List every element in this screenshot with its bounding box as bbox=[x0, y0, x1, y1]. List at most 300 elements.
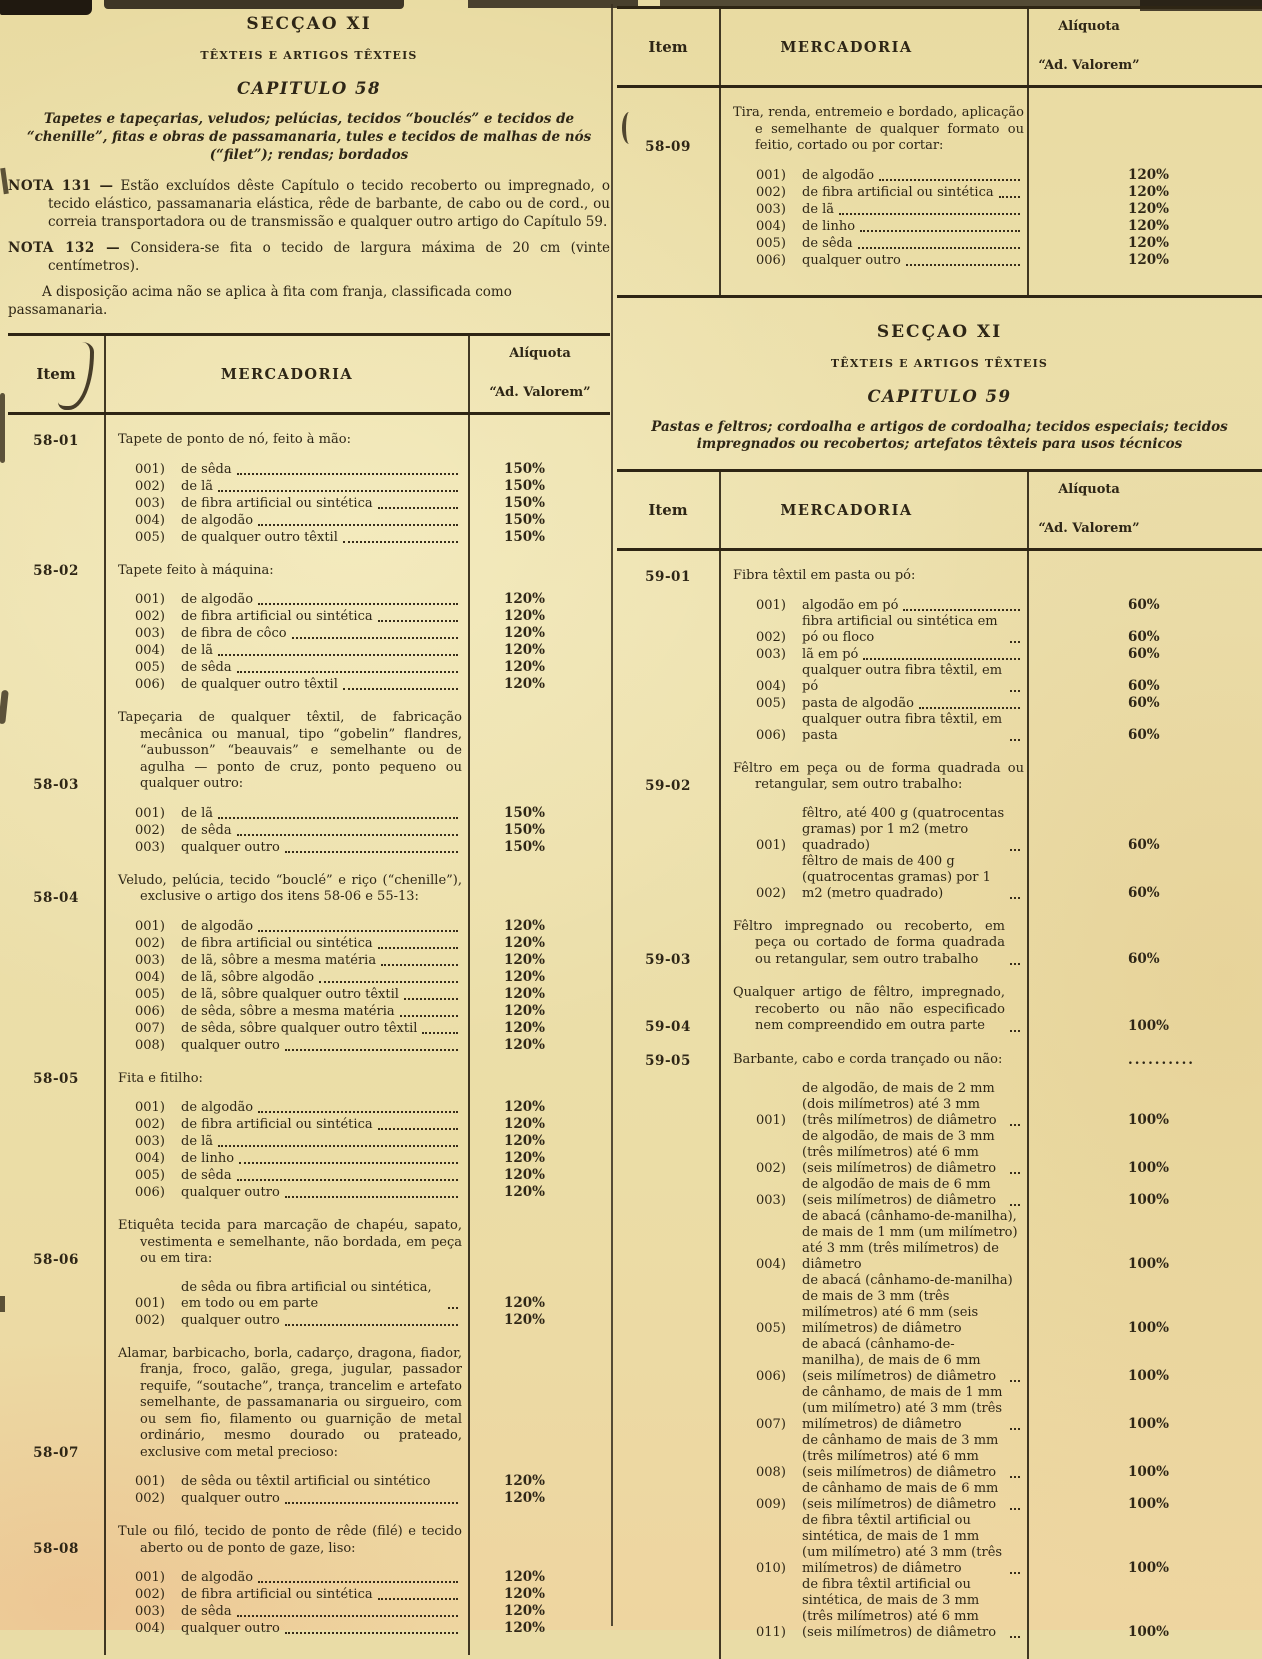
table-row bbox=[8, 969, 610, 986]
table-row bbox=[8, 478, 610, 495]
aliquota-value: 120% bbox=[504, 968, 546, 985]
table-row bbox=[8, 1020, 610, 1037]
sub-item-text: de fibra artificial ou sintética bbox=[181, 1587, 373, 1603]
sub-item-text: de fibra artificial ou sintética bbox=[181, 609, 373, 625]
sub-item-cell bbox=[719, 219, 1032, 235]
aliquota-value: 100% bbox=[1128, 1191, 1170, 1208]
aliquota-value: 120% bbox=[504, 1473, 546, 1490]
sub-item-cell bbox=[104, 677, 470, 693]
table-row bbox=[617, 597, 1262, 614]
aliquota-value: 100% bbox=[1128, 1415, 1170, 1432]
sub-item-text: de algodão bbox=[181, 918, 254, 934]
sub-item-cell bbox=[104, 1185, 470, 1201]
aliquota-value: 120% bbox=[1128, 166, 1170, 183]
table-row bbox=[8, 625, 610, 642]
aliquota-value: 150% bbox=[504, 477, 546, 494]
dot-leader bbox=[1010, 1172, 1020, 1174]
sub-item-cell bbox=[104, 609, 470, 625]
sub-item-text: de algodão bbox=[181, 592, 254, 608]
aliquota-value: 100% bbox=[1128, 1623, 1170, 1640]
sub-item-cell bbox=[104, 1117, 470, 1133]
sub-item-number: 004) bbox=[756, 218, 786, 234]
sub-item-text: de fibra têxtil artificial ou sintética, de mais de 1 mm (um milímetro) até 3 mm (três milímetros) de diâmetro bbox=[802, 1512, 1003, 1576]
ink-smudge-artifact bbox=[0, 393, 5, 463]
aliquota-value: 120% bbox=[504, 1036, 546, 1053]
table-row bbox=[617, 105, 1262, 155]
table-row bbox=[617, 1209, 1262, 1273]
item-code: 59-03 bbox=[645, 952, 691, 969]
sub-item-text: pasta de algodão bbox=[802, 695, 914, 711]
dot-leader bbox=[378, 947, 458, 949]
sub-item-text: qualquer outro bbox=[181, 839, 280, 855]
dot-leader bbox=[237, 1615, 458, 1617]
sub-item-cell bbox=[104, 823, 470, 839]
sub-item-text: de fibra artificial ou sintética bbox=[181, 495, 373, 511]
sub-item-text: de sêda bbox=[181, 822, 232, 838]
item-description-cell bbox=[104, 710, 470, 793]
tariff-table-ch58-continued bbox=[617, 6, 1262, 298]
sub-item-number: 004) bbox=[135, 643, 165, 659]
table-row bbox=[617, 1337, 1262, 1385]
table-header bbox=[617, 472, 1262, 551]
aliquota-value: 120% bbox=[504, 1133, 546, 1150]
sub-item-text: lã em pó bbox=[802, 646, 859, 662]
aliquota-line2: “Ad. Valorem” bbox=[1038, 521, 1140, 537]
table-row bbox=[617, 663, 1262, 695]
aliquota-value bbox=[470, 578, 610, 579]
sub-item-number: 008) bbox=[135, 1037, 165, 1053]
table-row bbox=[617, 252, 1262, 269]
table-row bbox=[8, 1620, 610, 1637]
sub-item-number: 001) bbox=[135, 592, 165, 608]
sub-item-text: qualquer outro bbox=[181, 1185, 280, 1201]
aliquota-value: 120% bbox=[504, 625, 546, 642]
dot-leader bbox=[903, 609, 1020, 611]
dot-leader bbox=[237, 834, 458, 836]
table-row bbox=[617, 1481, 1262, 1513]
sub-item-text: qualquer outro bbox=[181, 1621, 280, 1637]
table-rule bbox=[719, 9, 721, 295]
item-code: 58-01 bbox=[33, 432, 79, 449]
table-row bbox=[8, 1490, 610, 1507]
aliquota-value: 100% bbox=[1128, 1367, 1170, 1384]
dot-leader bbox=[285, 1502, 458, 1504]
item-description: Alamar, barbicacho, borla, cadarço, dragona, fiador, franja, froco, galão, grega, jugular, passador requife, “soutache”, trança, trancelim e artefato semelhante, de passamanaria ou sirgueiro, com ou sem fio, filamento ou guarnição de metal ordinário, mesmo dourado ou prateado, exclusive com metal precioso: bbox=[118, 1345, 462, 1460]
dot-leader bbox=[378, 1598, 458, 1600]
item-description: Fêltro impregnado ou recoberto, em peça ou cortado de forma quadrada ou retangular, sem outro trabalho bbox=[733, 918, 1005, 967]
sub-item-number: 004) bbox=[135, 969, 165, 985]
aliquota-value: 100% bbox=[1128, 1111, 1170, 1128]
dot-leader bbox=[1010, 963, 1020, 965]
dot-leader bbox=[422, 1032, 458, 1034]
table-row bbox=[617, 761, 1262, 794]
sub-item-cell bbox=[104, 1587, 470, 1603]
dot-leader bbox=[285, 1049, 458, 1051]
dot-leader bbox=[448, 1307, 458, 1309]
dot-leader bbox=[381, 964, 458, 966]
item-code: 58-09 bbox=[645, 138, 691, 155]
aliquota-value: 60% bbox=[1128, 628, 1160, 645]
sub-item-number: 010) bbox=[756, 1560, 786, 1576]
col-header-mercadoria: MERCADORIA bbox=[780, 501, 913, 519]
item-description-cell bbox=[719, 919, 1032, 969]
item-description: Barbante, cabo e corda trançado ou não: bbox=[733, 1052, 1003, 1068]
aliquota-value bbox=[1032, 793, 1262, 794]
aliquota-value: 150% bbox=[504, 460, 546, 477]
sub-item-number: 001) bbox=[135, 1474, 165, 1490]
sub-item-text: de algodão de mais de 6 mm (seis milímetros) de diâmetro bbox=[802, 1176, 997, 1208]
dot-leader bbox=[258, 603, 458, 605]
aliquota-value: 120% bbox=[504, 1603, 546, 1620]
table-row bbox=[617, 646, 1262, 663]
sub-item-text: de algodão bbox=[181, 1570, 254, 1586]
item-code: 58-04 bbox=[33, 889, 79, 906]
dot-leader bbox=[319, 981, 458, 983]
table-row bbox=[8, 710, 610, 793]
table-row bbox=[8, 1167, 610, 1184]
table-row bbox=[8, 1603, 610, 1620]
sub-item-number: 001) bbox=[135, 1295, 165, 1311]
item-description-cell bbox=[104, 563, 470, 580]
sub-item-cell bbox=[719, 185, 1032, 201]
aliquota-value: 120% bbox=[504, 1002, 546, 1019]
aliquota-value: 60% bbox=[1128, 677, 1160, 694]
sub-item-cell bbox=[104, 987, 470, 1003]
sub-item-text: de qualquer outro têxtil bbox=[181, 529, 338, 545]
sub-item-text: de fibra de côco bbox=[181, 626, 287, 642]
sub-item-number: 002) bbox=[756, 629, 786, 645]
aliquota-value: 120% bbox=[1128, 200, 1170, 217]
item-code: 59-02 bbox=[645, 777, 691, 794]
sub-item-cell bbox=[104, 530, 470, 546]
sub-item-number: 007) bbox=[756, 1416, 786, 1432]
sub-item-number: 005) bbox=[135, 986, 165, 1002]
sub-item-number: 002) bbox=[135, 822, 165, 838]
table-body bbox=[617, 568, 1262, 1659]
sub-item-number: 002) bbox=[756, 184, 786, 200]
sub-item-number: 002) bbox=[135, 478, 165, 494]
aliquota-value: 120% bbox=[504, 642, 546, 659]
sub-item-text: de linho bbox=[802, 218, 856, 234]
table-row bbox=[8, 1099, 610, 1116]
dot-leader bbox=[879, 179, 1020, 181]
table-rule bbox=[468, 336, 470, 1655]
sub-item-number: 009) bbox=[756, 1496, 786, 1512]
table-row bbox=[617, 614, 1262, 646]
aliquota-value: 60% bbox=[1128, 836, 1160, 853]
sub-item-cell bbox=[719, 1177, 1032, 1209]
sub-item-number: 007) bbox=[135, 1020, 165, 1036]
aliquota-value: 60% bbox=[1128, 726, 1160, 743]
sub-item-cell bbox=[719, 253, 1032, 269]
dot-leader bbox=[919, 707, 1020, 709]
sub-item-text: de cânhamo de mais de 6 mm (seis milímetros) de diâmetro bbox=[802, 1480, 999, 1512]
aliquota-value: 150% bbox=[504, 804, 546, 821]
item-description: Fibra têxtil em pasta ou pó: bbox=[733, 568, 916, 584]
sub-item-number: 003) bbox=[135, 626, 165, 642]
aliquota-value: 120% bbox=[504, 591, 546, 608]
dot-leader bbox=[343, 541, 458, 543]
aliquota-value: 120% bbox=[504, 1150, 546, 1167]
table-row bbox=[617, 854, 1262, 902]
sub-item-number: 005) bbox=[756, 1320, 786, 1336]
dot-leader bbox=[906, 264, 1020, 266]
sub-item-number: 003) bbox=[135, 1604, 165, 1620]
right-column bbox=[617, 6, 1262, 1659]
dot-leader bbox=[218, 817, 458, 819]
sub-item-number: 003) bbox=[135, 1134, 165, 1150]
sub-item-number: 005) bbox=[135, 529, 165, 545]
aliquota-value: 120% bbox=[504, 985, 546, 1002]
torn-edge-artifact bbox=[0, 0, 92, 15]
sub-item-cell bbox=[719, 647, 1032, 663]
item-code: 58-03 bbox=[33, 776, 79, 793]
table-rule bbox=[1027, 472, 1029, 1659]
sub-item-text: de cânhamo, de mais de 1 mm (um milímetro) até 3 mm (três milímetros) de diâmetro bbox=[802, 1384, 1003, 1432]
aliquota-value: 120% bbox=[504, 1116, 546, 1133]
sub-item-cell bbox=[104, 1280, 470, 1312]
item-description-cell bbox=[719, 568, 1032, 585]
sub-item-cell bbox=[719, 854, 1032, 902]
table-row bbox=[617, 1081, 1262, 1129]
dot-leader bbox=[258, 1581, 458, 1583]
sub-item-cell bbox=[719, 1577, 1032, 1641]
sub-item-text: de lã, sôbre qualquer outro têxtil bbox=[181, 986, 399, 1002]
aliquota-value: 120% bbox=[504, 676, 546, 693]
sub-item-text: de lã bbox=[181, 478, 214, 494]
sub-item-number: 002) bbox=[756, 885, 786, 901]
sub-item-cell bbox=[719, 236, 1032, 252]
item-code: 58-07 bbox=[33, 1445, 79, 1462]
dot-leader bbox=[258, 1111, 458, 1113]
sub-item-text: de sêda bbox=[181, 660, 232, 676]
sub-item-cell bbox=[104, 660, 470, 676]
aliquota-value: 120% bbox=[504, 608, 546, 625]
table-row bbox=[8, 1003, 610, 1020]
dot-leader bbox=[258, 930, 458, 932]
aliquota-value: 150% bbox=[504, 821, 546, 838]
sub-item-number: 004) bbox=[756, 678, 786, 694]
dot-leader bbox=[292, 637, 458, 639]
dot-leader bbox=[1010, 1124, 1020, 1126]
sub-item-cell bbox=[104, 840, 470, 856]
table-row bbox=[8, 839, 610, 856]
dot-leader bbox=[1010, 1508, 1020, 1510]
sub-item-text: de qualquer outro têxtil bbox=[181, 677, 338, 693]
col-header-mercadoria: MERCADORIA bbox=[220, 365, 354, 383]
sub-item-number: 002) bbox=[135, 1312, 165, 1328]
aliquota-value: 120% bbox=[1128, 234, 1170, 251]
table-rule bbox=[1027, 9, 1029, 295]
sub-item-number: 001) bbox=[135, 1570, 165, 1586]
dot-leader bbox=[258, 524, 458, 526]
table-row bbox=[8, 432, 610, 449]
sub-item-cell bbox=[719, 806, 1032, 854]
sub-item-cell bbox=[104, 1134, 470, 1150]
sub-item-cell bbox=[104, 1474, 470, 1490]
sub-item-number: 003) bbox=[135, 952, 165, 968]
dot-leader bbox=[999, 196, 1020, 198]
table-rule bbox=[719, 472, 721, 1659]
aliquota-value: 150% bbox=[504, 838, 546, 855]
table-row bbox=[8, 1586, 610, 1603]
sub-item-number: 005) bbox=[135, 1168, 165, 1184]
sub-item-cell bbox=[104, 936, 470, 952]
sub-item-cell bbox=[104, 592, 470, 608]
table-row bbox=[8, 461, 610, 478]
dot-leader bbox=[218, 490, 458, 492]
sub-item-cell bbox=[104, 919, 470, 935]
sub-item-text: de algodão, de mais de 2 mm (dois milímetros) até 3 mm (três milímetros) de diâmetro bbox=[802, 1080, 997, 1128]
sub-item-text: de lã bbox=[181, 643, 214, 659]
col-header-aliquota bbox=[974, 472, 1262, 548]
sub-item-text: de fibra artificial ou sintética bbox=[181, 935, 373, 951]
sub-item-text: de lã, sôbre a mesma matéria bbox=[181, 952, 377, 968]
section-subtitle: TÊXTEIS E ARTIGOS TÊXTEIS bbox=[830, 356, 1049, 370]
note-label: NOTA 132 — bbox=[8, 240, 121, 257]
chapter-description: Pastas e feltros; cordoalha e artigos de cordoalha; tecidos especiais; tecidos impregnados ou recobertos; artefatos têxteis para usos técnicos bbox=[651, 418, 1228, 453]
aliquota-value: 100% bbox=[1128, 1559, 1170, 1576]
table-header bbox=[8, 336, 610, 415]
sub-item-cell bbox=[719, 1129, 1032, 1177]
aliquota-value bbox=[1032, 584, 1262, 585]
sub-item-text: de lã, sôbre algodão bbox=[181, 969, 315, 985]
sub-item-number: 006) bbox=[135, 1185, 165, 1201]
sub-item-text: de algodão bbox=[181, 512, 254, 528]
table-row bbox=[617, 167, 1262, 184]
item-code: 58-08 bbox=[33, 1541, 79, 1558]
dot-leader bbox=[218, 1145, 458, 1147]
dot-leader bbox=[1010, 641, 1020, 643]
sub-item-number: 004) bbox=[135, 1621, 165, 1637]
table-row bbox=[8, 1133, 610, 1150]
sub-item-text: de cânhamo de mais de 3 mm (três milímetros) até 6 mm (seis milímetros) de diâmetro bbox=[802, 1432, 999, 1480]
sub-item-number: 002) bbox=[756, 1160, 786, 1176]
aliquota-value: 120% bbox=[504, 917, 546, 934]
table-row bbox=[8, 676, 610, 693]
dot-leader bbox=[1010, 1476, 1020, 1478]
dot-leader bbox=[858, 247, 1020, 249]
sub-item-text: de algodão, de mais de 3 mm (três milímetros) até 6 mm (seis milímetros) de diâmetro bbox=[802, 1128, 997, 1176]
dot-leader bbox=[237, 1179, 458, 1181]
sub-item-number: 004) bbox=[135, 512, 165, 528]
sub-item-cell bbox=[719, 1513, 1032, 1577]
aliquota-value: 120% bbox=[504, 659, 546, 676]
aliquota-value: 120% bbox=[504, 1490, 546, 1507]
aliquota-value bbox=[470, 1460, 610, 1461]
dot-leader bbox=[863, 658, 1020, 660]
table-row bbox=[617, 1385, 1262, 1433]
table-row bbox=[8, 563, 610, 580]
sub-item-cell bbox=[719, 1081, 1032, 1129]
dot-leader bbox=[285, 1632, 458, 1634]
dot-leader bbox=[285, 1196, 458, 1198]
sub-item-text: de lã bbox=[181, 1134, 214, 1150]
sub-item-text: fêltro de mais de 400 g (quatrocentas gramas) por 1 m2 (metro quadrado) bbox=[802, 853, 991, 901]
sub-item-cell bbox=[104, 1151, 470, 1167]
item-description: Tira, renda, entremeio e bordado, aplicação e semelhante de qualquer formato ou feitio, cortado ou por cortar: bbox=[733, 105, 1024, 153]
sub-item-cell bbox=[719, 1337, 1032, 1385]
aliquota-value: 60% bbox=[1128, 645, 1160, 662]
table-row bbox=[8, 822, 610, 839]
col-header-item: Item bbox=[36, 365, 76, 384]
section-subtitle: TÊXTEIS E ARTIGOS TÊXTEIS bbox=[200, 49, 418, 62]
sub-item-text: qualquer outro bbox=[181, 1491, 280, 1507]
sub-item-number: 006) bbox=[756, 1368, 786, 1384]
item-description: Veludo, pelúcia, tecido “bouclé” e riço (“chenille”), exclusive o artigo dos itens 58-06 e 55-13: bbox=[118, 872, 462, 905]
sub-item-cell bbox=[719, 1273, 1032, 1337]
sub-item-text: de abacá (cânhamo-de-manilha), de mais de 6 mm (seis milímetros) de diâmetro bbox=[802, 1336, 997, 1384]
sub-item-cell bbox=[104, 1168, 470, 1184]
sub-item-number: 001) bbox=[756, 1112, 786, 1128]
aliquota-value: 150% bbox=[504, 528, 546, 545]
aliquota-value: 120% bbox=[504, 1184, 546, 1201]
table-row bbox=[617, 568, 1262, 585]
dot-leader bbox=[1010, 1030, 1020, 1032]
left-column bbox=[8, 14, 610, 1655]
aliquota-value bbox=[470, 905, 610, 906]
item-description-cell bbox=[104, 1524, 470, 1557]
sub-item-text: de abacá (cânhamo-de-manilha) de mais de 3 mm (três milímetros) até 6 mm (seis milímetros) de diâmetro bbox=[802, 1272, 1013, 1336]
aliquota-value: 120% bbox=[504, 1167, 546, 1184]
item-description: Tapete de ponto de nó, feito à mão: bbox=[118, 432, 351, 448]
sub-item-text: de fibra artificial ou sintética bbox=[802, 184, 994, 200]
aliquota-value: 150% bbox=[504, 494, 546, 511]
col-header-item: Item bbox=[648, 501, 688, 520]
sub-item-number: 003) bbox=[756, 646, 786, 662]
table-row bbox=[8, 1312, 610, 1329]
table-row bbox=[8, 952, 610, 969]
item-description: Fêltro em peça ou de forma quadrada ou retangular, sem outro trabalho: bbox=[733, 760, 1024, 793]
sub-item-number: 003) bbox=[756, 1192, 786, 1208]
sub-item-cell bbox=[104, 462, 470, 478]
sub-item-number: 002) bbox=[135, 1587, 165, 1603]
item-description-cell bbox=[104, 1218, 470, 1268]
aliquota-line1: Alíquota bbox=[1058, 482, 1120, 498]
sub-item-number: 005) bbox=[756, 695, 786, 711]
sub-item-cell bbox=[104, 479, 470, 495]
aliquota-value: 120% bbox=[1128, 251, 1170, 268]
aliquota-value: 100% bbox=[1128, 1159, 1170, 1176]
sub-item-cell bbox=[104, 1038, 470, 1054]
note-extra: A disposição acima não se aplica à fita com franja, classificada como passamanaria. bbox=[8, 284, 512, 318]
table-row bbox=[8, 608, 610, 625]
dot-leader bbox=[218, 654, 458, 656]
sub-item-cell bbox=[104, 1004, 470, 1020]
chapter-title: CAPITULO 59 bbox=[867, 386, 1012, 406]
aliquota-value: 100% bbox=[1128, 1495, 1170, 1512]
aliquota-value: 150% bbox=[504, 511, 546, 528]
aliquota-value: 120% bbox=[504, 1311, 546, 1328]
dot-leader bbox=[1010, 739, 1020, 741]
sub-item-number: 008) bbox=[756, 1464, 786, 1480]
item-description: Tapeçaria de qualquer têxtil, de fabricação mecânica ou manual, tipo “gobelin” flandres, “aubusson” “beauvais” e semelhante ou de agulha — ponto de cruz, ponto pequeno ou qualquer outro: bbox=[118, 710, 462, 792]
item-description-cell bbox=[104, 873, 470, 906]
item-description-cell bbox=[719, 761, 1032, 794]
sub-item-text: fêltro, até 400 g (quatrocentas gramas) por 1 m2 (metro quadrado) bbox=[802, 805, 1005, 853]
dot-leader bbox=[1010, 1428, 1020, 1430]
table-header bbox=[617, 9, 1262, 88]
sub-item-cell bbox=[719, 1481, 1032, 1513]
aliquota-value bbox=[470, 1556, 610, 1557]
table-row bbox=[617, 985, 1262, 1035]
sub-item-text: de sêda ou têxtil artificial ou sintético bbox=[181, 1474, 431, 1490]
note-132 bbox=[8, 240, 610, 275]
aliquota-line1: Alíquota bbox=[1058, 19, 1120, 34]
col-header-aliquota bbox=[974, 9, 1262, 85]
sub-item-cell bbox=[719, 712, 1032, 744]
item-description-cell bbox=[719, 985, 1032, 1035]
